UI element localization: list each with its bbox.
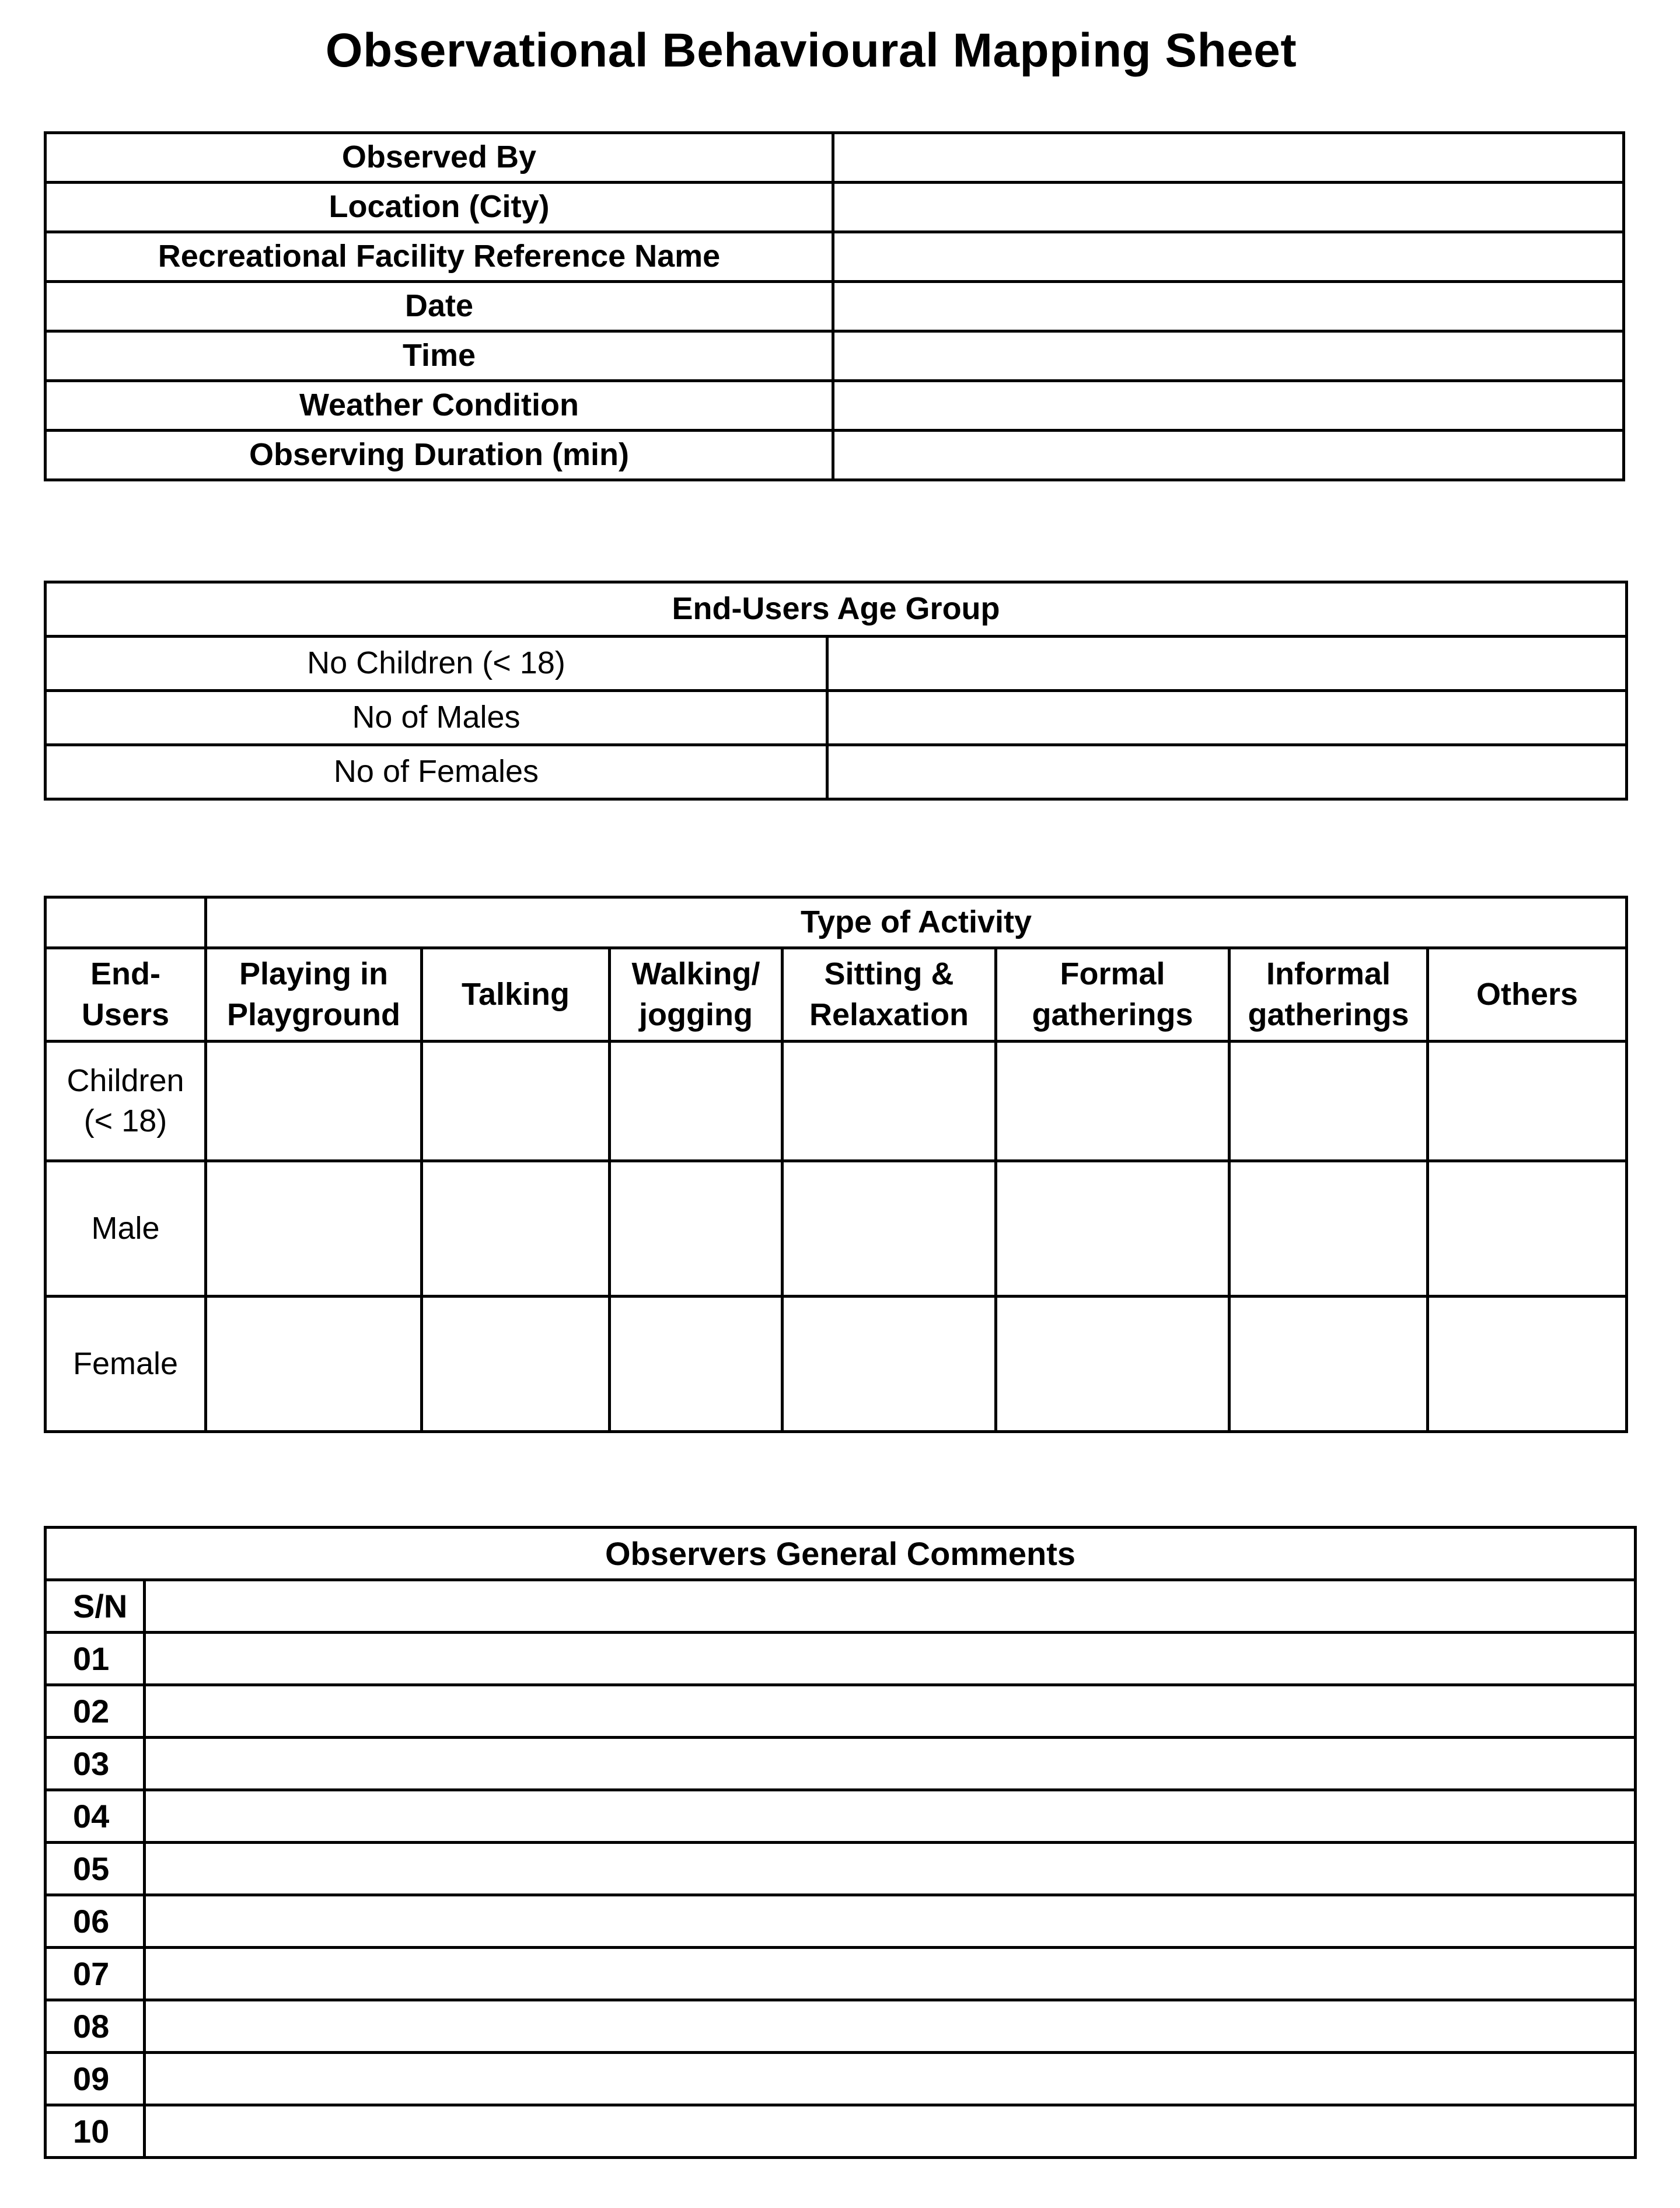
comment-field[interactable] [145, 1738, 1636, 1790]
info-label: Date [46, 282, 833, 331]
info-label: Time [46, 331, 833, 381]
activity-column-header: Playing in Playground [206, 948, 422, 1042]
activity-column-header: Walking/ jogging [610, 948, 783, 1042]
page-title: Observational Behavioural Mapping Sheet [325, 24, 1297, 77]
info-value-field[interactable] [833, 133, 1624, 183]
info-value-field[interactable] [833, 331, 1624, 381]
age-group-row [46, 745, 1627, 799]
activity-count-cell[interactable] [1230, 1042, 1428, 1161]
end-users-header: End- Users [46, 948, 206, 1042]
comment-field[interactable] [145, 1790, 1636, 1843]
activity-count-cell[interactable] [206, 1042, 422, 1161]
activity-count-cell[interactable] [1230, 1161, 1428, 1297]
serial-number: 02 [46, 1685, 145, 1738]
info-row [46, 282, 1624, 331]
activity-column-header: Talking [422, 948, 610, 1042]
serial-number: 06 [46, 1895, 145, 1948]
activity-row [46, 1042, 1627, 1161]
activity-column-header: Informal gatherings [1230, 948, 1428, 1042]
age-group-row [46, 637, 1627, 691]
activity-count-cell[interactable] [206, 1161, 422, 1297]
activity-column-header: Formal gatherings [996, 948, 1230, 1042]
age-group-label: No of Males [46, 691, 827, 745]
activity-count-cell[interactable] [783, 1161, 996, 1297]
comment-row [46, 1685, 1636, 1738]
info-value-field[interactable] [833, 183, 1624, 232]
activity-blank-corner [46, 897, 206, 948]
comment-row [46, 2105, 1636, 2158]
activity-count-cell[interactable] [422, 1161, 610, 1297]
comment-row [46, 1738, 1636, 1790]
comment-field[interactable] [145, 1633, 1636, 1685]
activity-count-cell[interactable] [1428, 1042, 1627, 1161]
activity-count-cell[interactable] [206, 1297, 422, 1432]
comment-header-blank [145, 1580, 1636, 1633]
sn-column-header: S/N [46, 1580, 145, 1633]
serial-number: 07 [46, 1948, 145, 2000]
activity-count-cell[interactable] [1428, 1297, 1627, 1432]
comment-field[interactable] [145, 2105, 1636, 2158]
comment-row [46, 1948, 1636, 2000]
activity-count-cell[interactable] [610, 1042, 783, 1161]
age-group-label: No of Females [46, 745, 827, 799]
age-group-value-field[interactable] [827, 691, 1627, 745]
comment-field[interactable] [145, 1948, 1636, 2000]
info-value-field[interactable] [833, 431, 1624, 480]
comment-field[interactable] [145, 1895, 1636, 1948]
comment-row [46, 1790, 1636, 1843]
info-row [46, 381, 1624, 431]
comment-row [46, 1633, 1636, 1685]
observation-info-table [44, 131, 1625, 481]
info-label: Recreational Facility Reference Name [46, 232, 833, 282]
activity-count-cell[interactable] [422, 1297, 610, 1432]
activity-row [46, 1161, 1627, 1297]
info-value-field[interactable] [833, 282, 1624, 331]
activity-row-label: Children (< 18) [46, 1042, 206, 1161]
serial-number: 04 [46, 1790, 145, 1843]
comment-row [46, 1843, 1636, 1895]
comment-row [46, 2000, 1636, 2053]
activity-count-cell[interactable] [610, 1161, 783, 1297]
activity-count-cell[interactable] [1230, 1297, 1428, 1432]
activity-row [46, 1297, 1627, 1432]
info-row [46, 183, 1624, 232]
age-group-value-field[interactable] [827, 637, 1627, 691]
comment-field[interactable] [145, 1843, 1636, 1895]
activity-column-header: Others [1428, 948, 1627, 1042]
activity-count-cell[interactable] [1428, 1161, 1627, 1297]
activity-count-cell[interactable] [610, 1297, 783, 1432]
info-row [46, 431, 1624, 480]
age-group-row [46, 691, 1627, 745]
serial-number: 03 [46, 1738, 145, 1790]
info-label: Location (City) [46, 183, 833, 232]
serial-number: 01 [46, 1633, 145, 1685]
info-value-field[interactable] [833, 232, 1624, 282]
info-row [46, 133, 1624, 183]
info-label: Observed By [46, 133, 833, 183]
age-group-table [44, 581, 1628, 801]
activity-count-cell[interactable] [996, 1161, 1230, 1297]
activity-count-cell[interactable] [422, 1042, 610, 1161]
comment-row [46, 2053, 1636, 2105]
serial-number: 10 [46, 2105, 145, 2158]
comment-field[interactable] [145, 2000, 1636, 2053]
comment-field[interactable] [145, 1685, 1636, 1738]
activity-header: Type of Activity [206, 897, 1627, 948]
info-row [46, 232, 1624, 282]
serial-number: 08 [46, 2000, 145, 2053]
info-label: Observing Duration (min) [46, 431, 833, 480]
activity-count-cell[interactable] [783, 1042, 996, 1161]
age-group-label: No Children (< 18) [46, 637, 827, 691]
comments-header: Observers General Comments [46, 1528, 1636, 1580]
activity-count-cell[interactable] [996, 1042, 1230, 1161]
serial-number: 05 [46, 1843, 145, 1895]
comment-row [46, 1895, 1636, 1948]
age-group-header: End-Users Age Group [46, 582, 1627, 637]
info-row [46, 331, 1624, 381]
activity-row-label: Female [46, 1297, 206, 1432]
comment-field[interactable] [145, 2053, 1636, 2105]
age-group-value-field[interactable] [827, 745, 1627, 799]
activity-count-cell[interactable] [996, 1297, 1230, 1432]
info-value-field[interactable] [833, 381, 1624, 431]
comments-table [44, 1526, 1637, 2159]
activity-count-cell[interactable] [783, 1297, 996, 1432]
activity-column-headers [46, 948, 1627, 1042]
activity-row-label: Male [46, 1161, 206, 1297]
serial-number: 09 [46, 2053, 145, 2105]
info-label: Weather Condition [46, 381, 833, 431]
activity-table [44, 896, 1628, 1433]
activity-column-header: Sitting & Relaxation [783, 948, 996, 1042]
